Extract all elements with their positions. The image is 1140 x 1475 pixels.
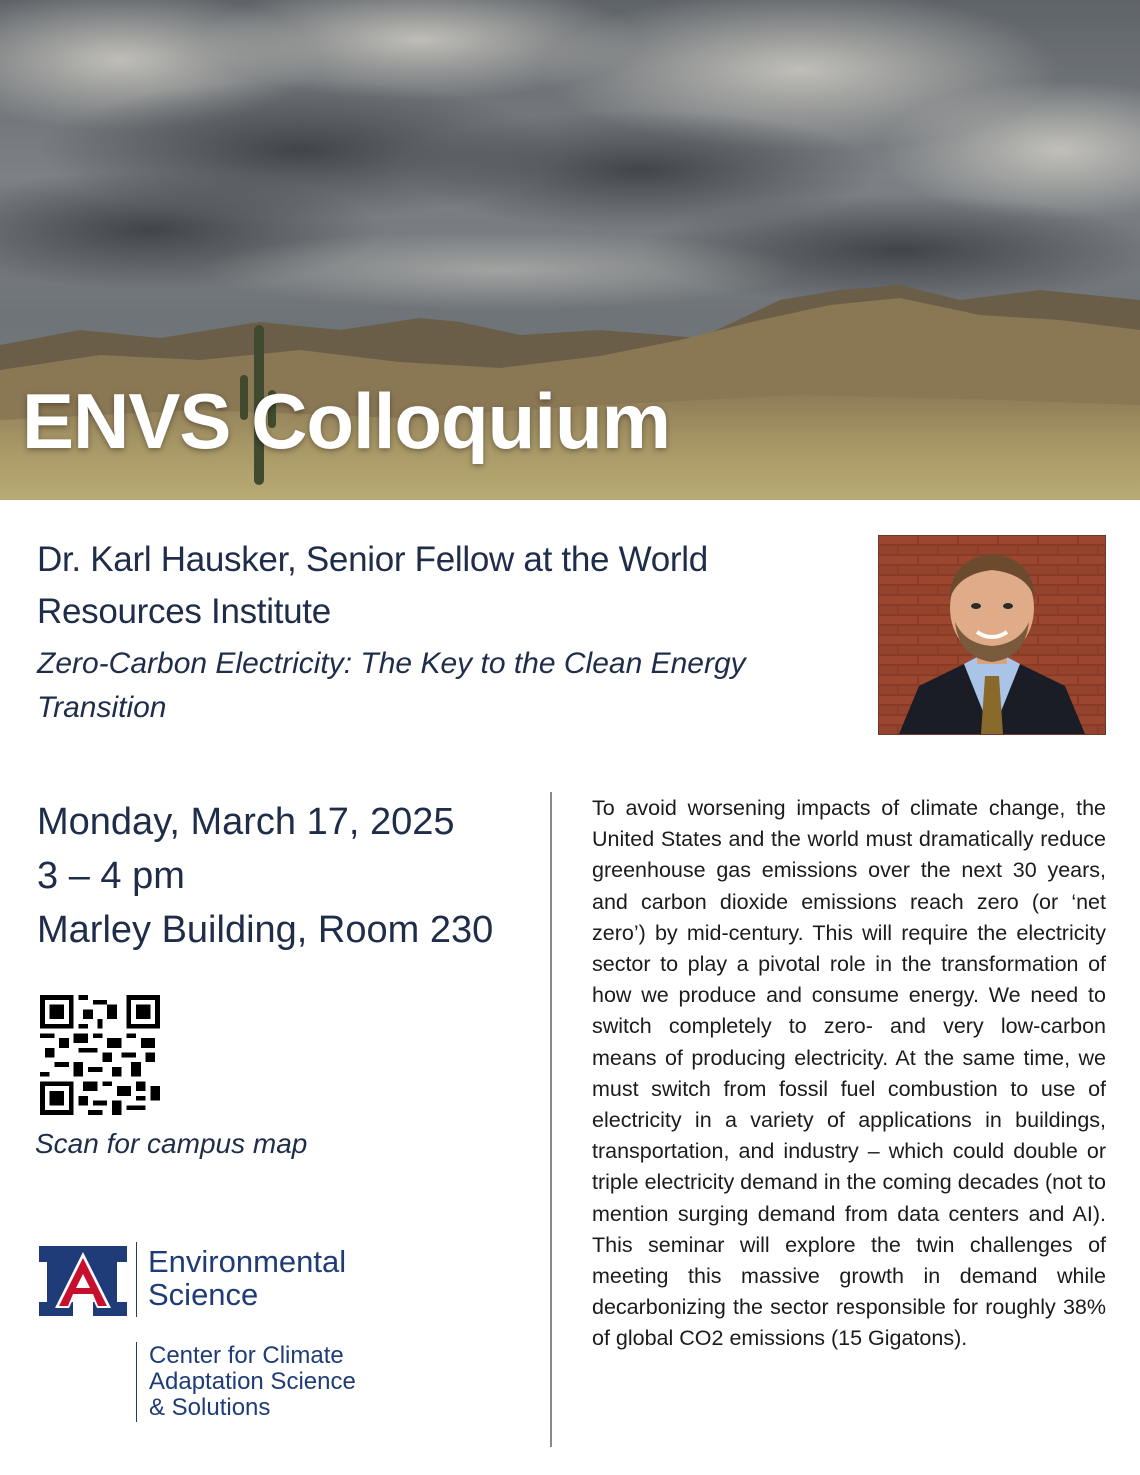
speaker-name-affiliation: [37, 534, 837, 638]
center-line-2: Adaptation Science: [149, 1368, 356, 1395]
department-line-1: Environmental: [148, 1244, 347, 1279]
talk-title-line-2: Transition: [37, 691, 167, 724]
logo-divider: [136, 1242, 137, 1317]
talk-abstract: To avoid worsening impacts of climate change, the United States and the world must dramatically reduce greenhouse gas emissions over the next 30 years, and carbon dioxide emissions reach zero (or ‘net zero’) by mid-century. This will require the electricity sector to play a pivotal role in the transformation of how we produce and consume energy. We need to switch completely to zero- and very low-carbon means of producing electricity. At the same time, we must switch from fossil fuel combustion to use of electricity in a variety of applications in buildings, transportation, and industry – which could double or triple electricity demand in the coming decades (not to mention surging demand from data centers and AI). This seminar will explore the twin challenges of meeting this massive growth in demand while decarbonizing the sector responsible for roughly 38% of global CO2 emissions (15 Gigatons).: [592, 796, 1106, 1351]
center-line-1: Center for Climate: [149, 1342, 344, 1369]
event-date: Monday, March 17, 2025: [37, 801, 455, 843]
event-location: Marley Building, Room 230: [37, 909, 494, 951]
event-details: [37, 795, 547, 957]
event-time: 3 – 4 pm: [37, 855, 185, 897]
colloquium-title: ENVS Colloquium: [22, 377, 670, 465]
hero-banner: [0, 0, 1140, 500]
speaker-line-2: Resources Institute: [37, 592, 331, 631]
column-divider: [550, 792, 552, 1447]
talk-title: [37, 642, 837, 730]
department-wordmark: [148, 1245, 346, 1311]
speaker-photo: [878, 535, 1106, 735]
speaker-line-1: Dr. Karl Hausker, Senior Fellow at the World: [37, 540, 708, 579]
qr-caption: Scan for campus map: [35, 1128, 308, 1159]
center-divider: [136, 1342, 137, 1422]
center-line-3: & Solutions: [149, 1394, 271, 1421]
university-a-logo-icon: [37, 1242, 129, 1318]
department-line-2: Science: [148, 1277, 259, 1312]
center-wordmark: [149, 1343, 356, 1421]
talk-title-line-1: Zero-Carbon Electricity: The Key to the Clean Energy: [37, 647, 746, 680]
qr-code-icon[interactable]: [40, 995, 160, 1115]
